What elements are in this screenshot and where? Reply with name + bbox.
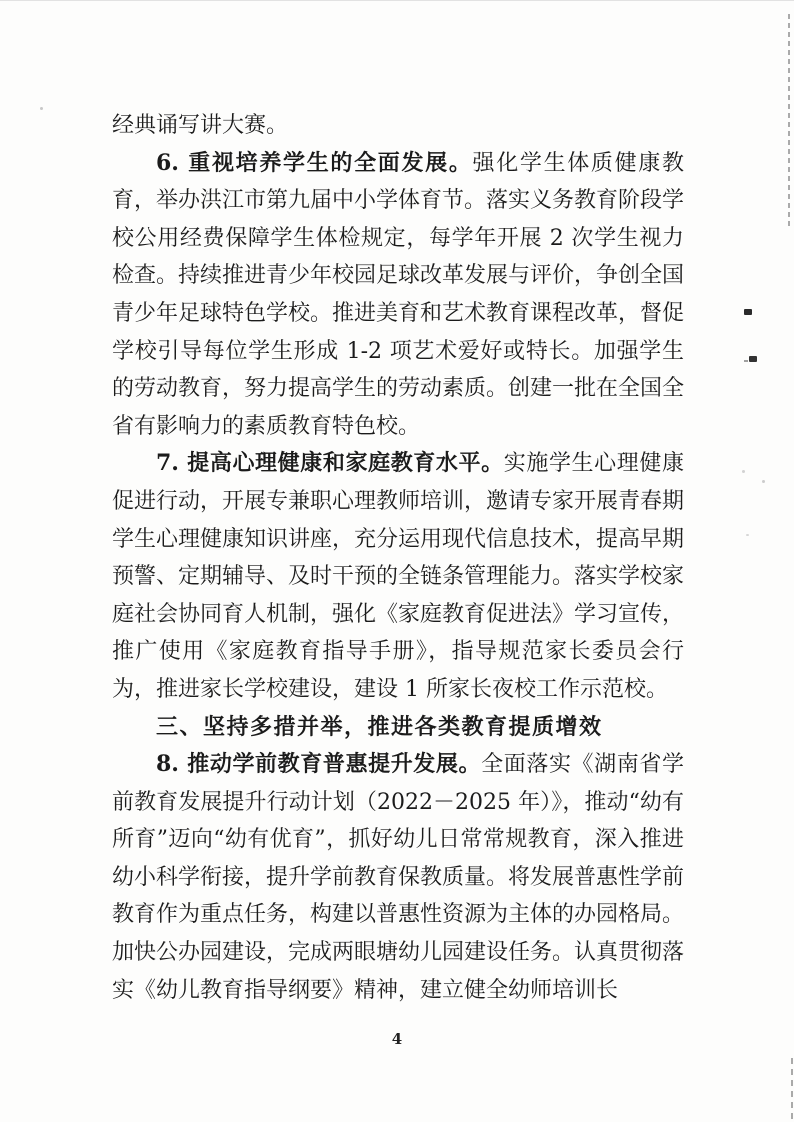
scan-dust-dot <box>762 480 765 483</box>
scan-dashed-mark-bottom-right <box>791 1058 793 1122</box>
paragraph-8 <box>112 746 684 1009</box>
paragraph-6 <box>112 145 684 446</box>
scan-dust-dot <box>742 470 745 473</box>
scan-ink-speck <box>749 356 757 362</box>
paragraph-7 <box>112 445 684 708</box>
scan-edge-hairline <box>0 0 794 1</box>
paragraph-text: 经典诵写讲大赛。 <box>112 113 289 138</box>
scan-ink-speck <box>744 309 752 315</box>
paragraph-text: 全面落实《湖南省学前教育发展提升行动计划（2022－2025 年）》，推动“幼有所育”迈向“幼有优育”，抓好幼儿日常常规教育，深入推进幼小科学衔接，提升学前教育保教质量。将发展普惠性学前教育作为重点任务，构建以普惠性资源为主体的办园格局。加快公办园建设，完成两眼塘幼儿园建设任务。认真贯彻落实《幼儿教育指导纲要》精神，建立健全幼师培训长 <box>112 752 685 1003</box>
paragraph-heading: 6. 重视培养学生的全面发展。 <box>156 149 473 176</box>
section-heading <box>112 709 684 747</box>
paragraph-heading: 8. 推动学前教育普惠提升发展。 <box>156 751 482 778</box>
section-heading-text: 三、坚持多措并举，推进各类教育提质增效 <box>156 714 603 740</box>
scan-dust-dot <box>40 107 43 110</box>
page-number: 4 <box>391 1030 403 1048</box>
document-body <box>112 107 684 1009</box>
paragraph-continuation <box>112 107 684 145</box>
scan-dashed-mark-top-right <box>788 14 790 226</box>
paragraph-text: 实施学生心理健康促进行动，开展专兼职心理教师培训，邀请专家开展青春期学生心理健康知识讲座，充分运用现代信息技术，提高早期预警、定期辅导、及时干预的全链条管理能力。落实学校家庭社会协同育人机制，强化《家庭教育促进法》学习宣传，推广使用《家庭教育指导手册》，指导规范家长委员会行为，推进家长学校建设，建设 1 所家长夜校工作示范校。 <box>112 451 685 702</box>
paragraph-heading: 7. 提高心理健康和家庭教育水平。 <box>156 450 504 477</box>
paragraph-text: 强化学生体质健康教育，举办洪江市第九届中小学体育节。落实义务教育阶段学校公用经费保障学生体检规定，每学年开展 2 次学生视力检查。持续推进青少年校园足球改革发展与评价，争创全国青少年足球特色学校。推进美育和艺术教育课程改革，督促学校引导每位学生形成 1-2 项艺术爱好或特长。加强学生的劳动教育，努力提高学生的劳动素质。创建一批在全国全省有影响力的素质教育特色校。 <box>112 150 685 439</box>
scan-dust-dot <box>746 534 749 536</box>
